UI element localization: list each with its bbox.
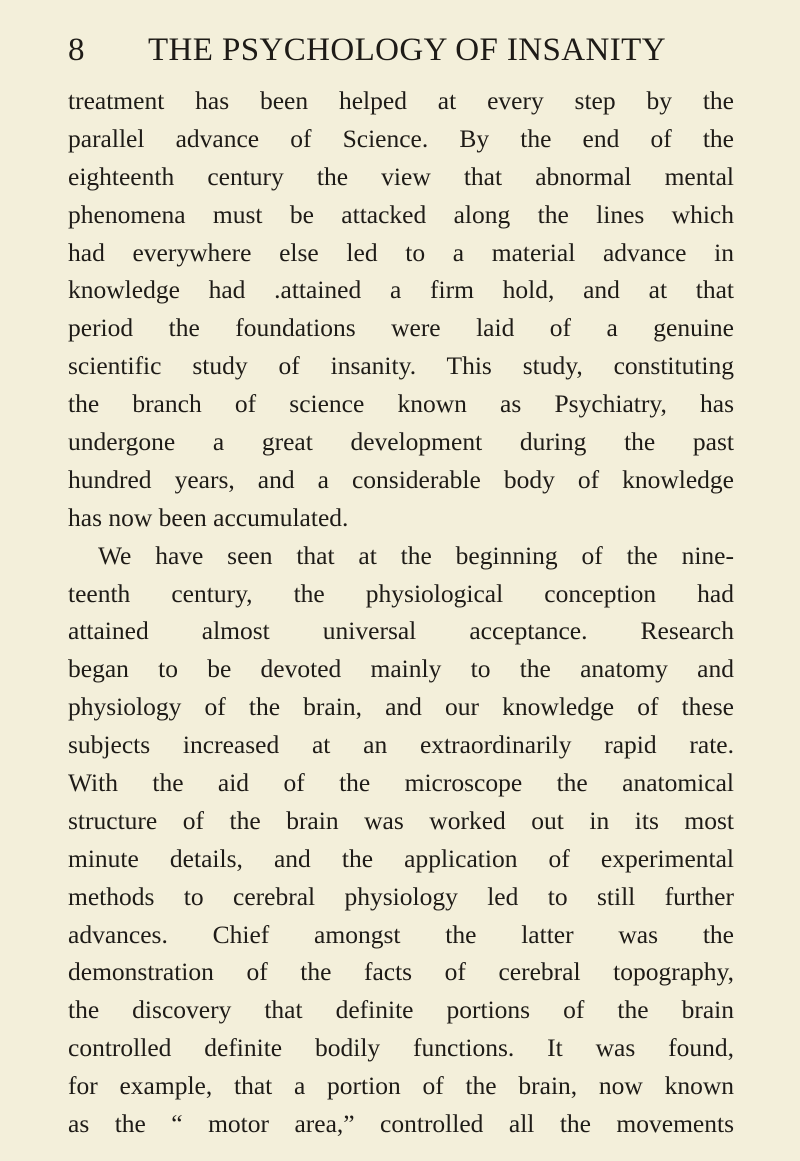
text-line: structure of the brain was worked out in its most [68,805,734,835]
text-line: methods to cerebral physiology led to still further [68,881,734,911]
text-line: period the foundations were laid of a genuine [68,313,734,343]
running-head [68,30,738,70]
text-line: knowledge had .attained a firm hold, and at that [68,275,734,305]
text-line: physiology of the brain, and our knowledge of these [68,692,734,722]
text-line: had everywhere else led to a material advance in [68,237,734,267]
text-line: the branch of science known as Psychiatry, has [68,389,734,419]
text-line: demonstration of the facts of cerebral topography, [68,957,734,987]
text-line: the discovery that definite portions of the brain [68,995,734,1025]
text-line: eighteenth century the view that abnormal mental [68,161,734,191]
text-line: advances. Chief amongst the latter was the [68,919,734,949]
book-title: THE PSYCHOLOGY OF INSANITY [148,32,666,68]
page-number: 8 [68,32,85,68]
text-line: controlled definite bodily functions. It was found, [68,1033,734,1063]
text-line: teenth century, the physiological conception had [68,578,734,608]
text-line: With the aid of the microscope the anatomical [68,768,734,798]
text-line: subjects increased at an extraordinarily rapid rate. [68,730,734,760]
body-text [68,82,734,1143]
text-line: attained almost universal acceptance. Research [68,616,734,646]
text-line: parallel advance of Science. By the end of the [68,123,734,153]
text-line: phenomena must be attacked along the lines which [68,199,734,229]
text-line: minute details, and the application of experimental [68,843,734,873]
text-line: for example, that a portion of the brain, now known [68,1071,734,1101]
text-line: as the “ motor area,” controlled all the movements [68,1109,734,1139]
text-line: treatment has been helped at every step by the [68,86,734,115]
text-line: began to be devoted mainly to the anatomy and [68,654,734,684]
text-line: undergone a great development during the past [68,427,734,457]
paragraph-end-line: has now been accumulated. [68,502,349,532]
text-line: scientific study of insanity. This study, constituting [68,351,734,381]
text-line: hundred years, and a considerable body of knowledge [68,464,734,494]
paragraph-start-line: We have seen that at the beginning of the nine- [98,540,734,570]
